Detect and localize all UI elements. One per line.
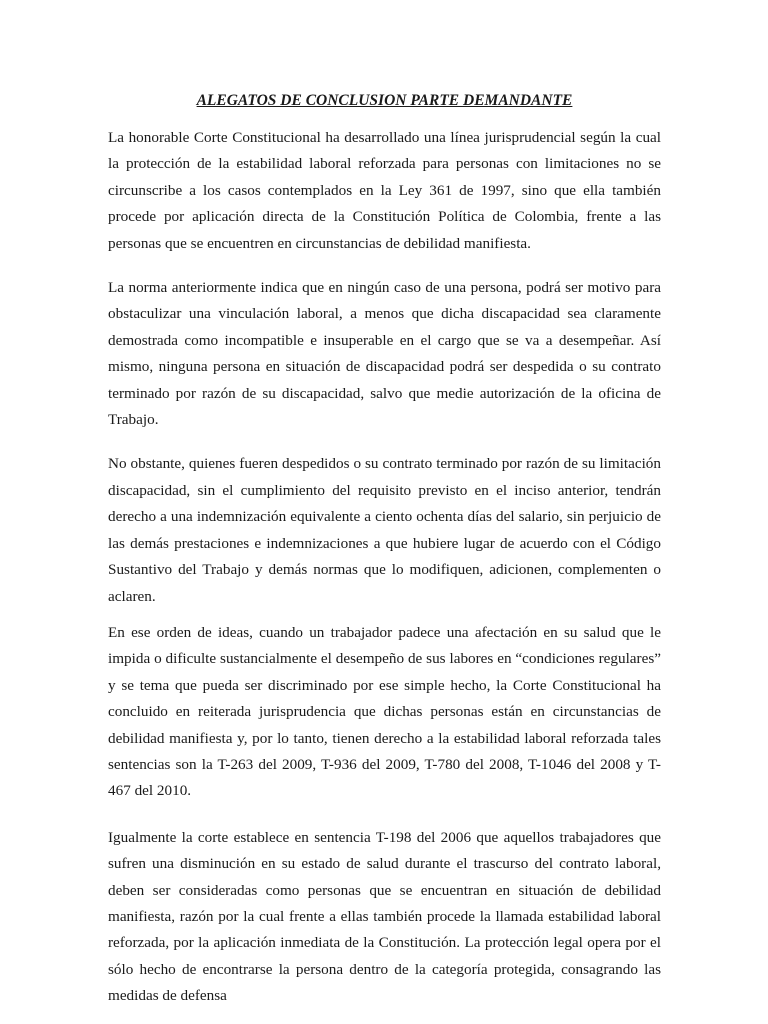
paragraph-3: No obstante, quienes fueren despedidos o su contrato terminado por razón de su limitación discapacidad, sin el cumplimiento del requisito previsto en el inciso anterior, tendrán derecho a una indemnización equivalente a ciento ochenta días del salario, sin perjuicio de las demás prestaciones e indemnizaciones a que hubiere lugar de acuerdo con el Código Sustantivo del Trabajo y demás normas que lo modifiquen, adicionen, complementen o aclaren. — [108, 455, 661, 605]
document-title: ALEGATOS DE CONCLUSION PARTE DEMANDANTE — [196, 92, 573, 109]
document-page — [108, 89, 661, 1010]
paragraph-1: La honorable Corte Constitucional ha desarrollado una línea jurisprudencial según la cual la protección de la estabilidad laboral reforzada para personas con limitaciones no se circunscribe a los casos contemplados en la Ley 361 de 1997, sino que ella también procede por aplicación directa de la Constitución Política de Colombia, frente a las personas que se encuentren en circunstancias de debilidad manifiesta. — [108, 129, 661, 252]
paragraph-2: La norma anteriormente indica que en ningún caso de una persona, podrá ser motivo para obstaculizar una vinculación laboral, a menos que dicha discapacidad sea claramente demostrada como incompatible e insuperable en el cargo que se va a desempeñar. Así mismo, ninguna persona en situación de discapacidad podrá ser despedida o su contrato terminado por razón de su discapacidad, salvo que medie autorización de la oficina de Trabajo. — [108, 279, 661, 429]
paragraph-5: Igualmente la corte establece en sentencia T-198 del 2006 que aquellos trabajadores que sufren una disminución en su estado de salud durante el trascurso del contrato laboral, deben ser consideradas como personas que se encuentran en situación de debilidad manifiesta, razón por la cual frente a ellas también procede la llamada estabilidad laboral reforzada, por la aplicación inmediata de la Constitución. La protección legal opera por el sólo hecho de encontrarse la persona dentro de la categoría protegida, consagrando las medidas de defensa — [108, 828, 661, 1005]
paragraph-4: En ese orden de ideas, cuando un trabajador padece una afectación en su salud que le impida o dificulte sustancialmente el desempeño de sus labores en “condiciones regulares” y se tema que pueda ser discriminado por ese simple hecho, la Corte Constitucional ha concluido en reiterada jurisprudencia que dichas personas están en circunstancias de debilidad manifiesta y, por lo tanto, tienen derecho a la estabilidad laboral reforzada tales sentencias son la T-263 del 2009, T-936 del 2009, T-780 del 2008, T-1046 del 2008 y T-467 del 2010. — [108, 623, 661, 800]
